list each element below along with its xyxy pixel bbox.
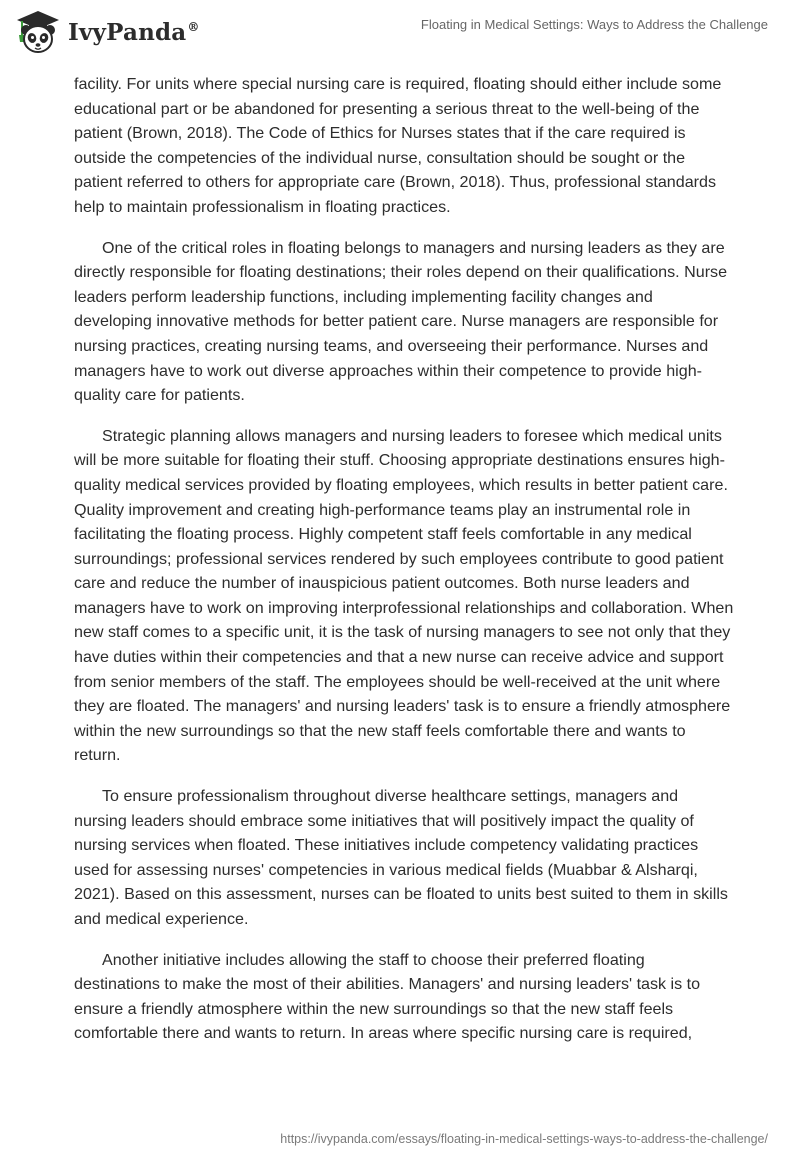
registered-mark: ® (187, 19, 200, 34)
document-title: Floating in Medical Settings: Ways to Address the Challenge (420, 17, 768, 32)
essay-body (74, 72, 734, 1062)
paragraph-2: One of the critical roles in floating belongs to managers and nursing leaders as they are directly responsible for floating destinations; their roles depend on their qualifications. Nurse leaders perform leadership functions, including implementing facility changes and developing innovative methods for better patient care. Nurse managers are responsible for nursing practices, creating nursing teams, and overseeing their performance. Nurses and managers have to work out diverse approaches within their competence to provide high-quality care for patients. (74, 238, 728, 405)
brand-name: IvyPanda® (68, 18, 200, 46)
paragraph-5: Another initiative includes allowing the staff to choose their preferred floating destinations to make the most of their abilities. Managers' and nursing leaders' task is to ensure a friendly atmosphere within the new surroundings so that the new staff feels comfortable there and wants to return. In areas where specific nursing care is required, (74, 950, 701, 1043)
page-header (0, 0, 800, 70)
ivypanda-logo[interactable] (14, 8, 200, 56)
paragraph-4: To ensure professionalism throughout diverse healthcare settings, managers and nursing leaders should embrace some initiatives that will positively impact the quality of nursing services when floated. These initiatives include competency validating practices used for assessing nurses' competencies in various medical fields (Muabbar & Alsharqi, 2021). Based on this assessment, nurses can be floated to units best suited to them in skills and medical experience. (74, 787, 728, 928)
paragraph-3: Strategic planning allows managers and nursing leaders to foresee which medical units will be more suitable for floating their stuff. Choosing appropriate destinations ensures high-quality medical services provided by floating employees, which results in better patient care. Quality improvement and creating high-performance teams play an instrumental role in facilitating the floating process. Highly competent staff feels comfortable in any medical surroundings; professional services rendered by such employees contribute to good patient care and reduce the number of inauspicious patient outcomes. Both nurse leaders and managers have to work on improving interprofessional relationships and collaboration. When new staff comes to a specific unit, it is the task of nursing managers to see not only that they have duties within their competencies and that a new nurse can receive advice and support from senior members of the staff. The employees should be well-received at the unit where they are floated. The managers' and nursing leaders' task is to ensure a friendly atmosphere within the new surroundings so that the new staff feels comfortable there and wants to return. (74, 426, 734, 765)
source-url-link[interactable]: https://ivypanda.com/essays/floating-in-medical-settings-ways-to-address-the-challenge/ (280, 1132, 768, 1146)
paragraph-1: facility. For units where special nursing care is required, floating should either include some educational part or be abandoned for presenting a serious threat to the well-being of the patient (Brown, 2018). The Code of Ethics for Nurses states that if the care required is outside the competencies of the individual nurse, consultation should be sought or the patient referred to others for appropriate care (Brown, 2018). Thus, professional standards help to maintain professionalism in floating practices. (74, 75, 722, 216)
panda-graduate-icon (14, 8, 62, 56)
